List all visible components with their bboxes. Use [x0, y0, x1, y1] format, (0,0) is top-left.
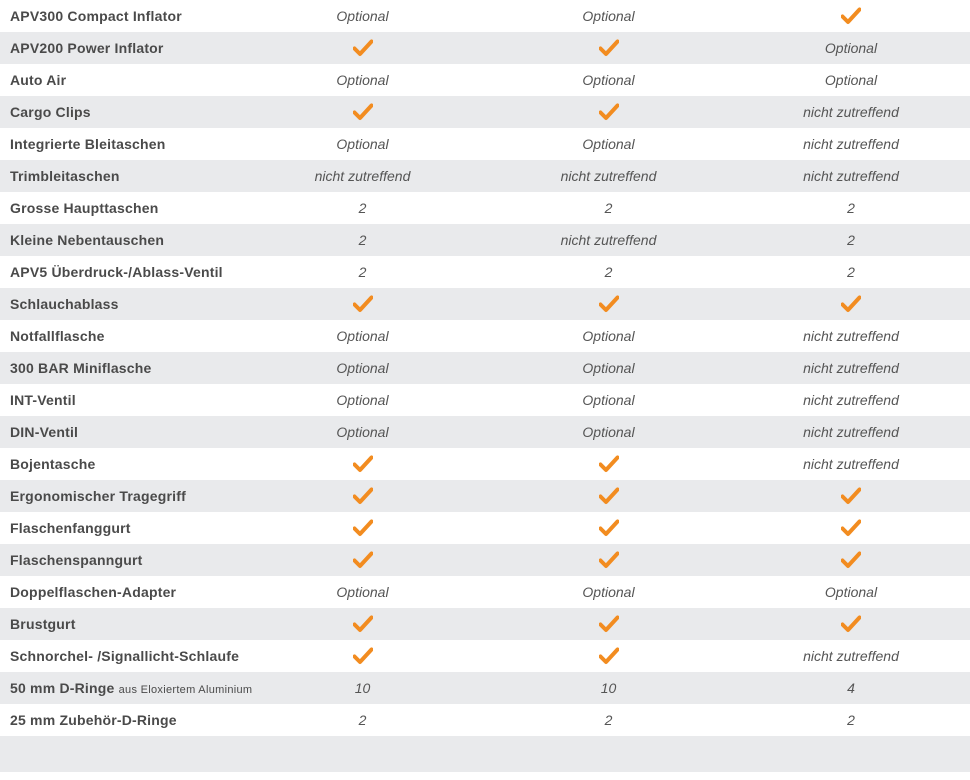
row-label-text: Grosse Haupttaschen: [10, 200, 159, 216]
check-icon: [485, 512, 732, 544]
row-label: [0, 104, 240, 120]
cell-value: 2: [358, 200, 367, 216]
check-icon: [732, 288, 970, 320]
row-label: [0, 520, 240, 536]
table-row: [0, 160, 970, 192]
table-row: [0, 128, 970, 160]
check-icon: [240, 544, 485, 576]
row-label-text: Doppelflaschen-Adapter: [10, 584, 177, 600]
row-label: [0, 40, 240, 56]
check-icon: [485, 544, 732, 576]
row-label: [0, 136, 240, 152]
check-icon: [485, 448, 732, 480]
check-icon: [732, 0, 970, 32]
cell-value: 2: [604, 264, 613, 280]
row-label: [0, 648, 240, 664]
table-row: [0, 224, 970, 256]
table-row: [0, 0, 970, 32]
cell-value: 2: [847, 264, 855, 280]
cell-value: nicht zutreffend: [803, 648, 899, 664]
row-label: [0, 712, 240, 728]
row-label-text: Trimbleitaschen: [10, 168, 120, 184]
row-label-text: Kleine Nebentauschen: [10, 232, 165, 248]
check-icon: [732, 480, 970, 512]
cell-value: 2: [358, 712, 367, 728]
check-icon: [485, 608, 732, 640]
cell-value: Optional: [336, 72, 389, 88]
check-icon: [240, 608, 485, 640]
table-row: [0, 512, 970, 544]
row-label-text: APV300 Compact Inflator: [10, 8, 182, 24]
table-row: [0, 352, 970, 384]
cell-value: Optional: [336, 8, 389, 24]
cell-value: 10: [600, 680, 617, 696]
row-label: [0, 296, 240, 312]
table-row: [0, 64, 970, 96]
cell-value: Optional: [582, 584, 635, 600]
table-row: [0, 256, 970, 288]
check-icon: [485, 640, 732, 672]
row-label: [0, 264, 240, 280]
cell-value: Optional: [336, 328, 389, 344]
cell-value: nicht zutreffend: [560, 232, 657, 248]
cell-value: Optional: [336, 424, 389, 440]
cell-value: Optional: [824, 72, 878, 88]
table-row: [0, 32, 970, 64]
check-icon: [485, 96, 732, 128]
cell-value: nicht zutreffend: [803, 360, 899, 376]
table-row: [0, 96, 970, 128]
row-label: [0, 456, 240, 472]
cell-value: Optional: [824, 40, 878, 56]
cell-value: nicht zutreffend: [803, 136, 899, 152]
check-icon: [485, 480, 732, 512]
row-label-text: Flaschenspanngurt: [10, 552, 143, 568]
cell-value: Optional: [336, 392, 389, 408]
table-row: [0, 320, 970, 352]
check-icon: [732, 608, 970, 640]
check-icon: [732, 544, 970, 576]
table-row: [0, 288, 970, 320]
table-row: [0, 448, 970, 480]
row-label: [0, 488, 240, 504]
row-label: [0, 328, 240, 344]
row-label-text: INT-Ventil: [10, 392, 76, 408]
row-label-text: Ergonomischer Tragegriff: [10, 488, 186, 504]
check-icon: [240, 32, 485, 64]
row-label: [0, 584, 240, 600]
row-label: [0, 72, 240, 88]
cell-value: 2: [847, 232, 855, 248]
row-label: [0, 360, 240, 376]
check-icon: [485, 288, 732, 320]
cell-value: Optional: [582, 8, 635, 24]
cell-value: Optional: [824, 584, 878, 600]
check-icon: [240, 640, 485, 672]
table-footer: [0, 736, 970, 772]
cell-value: 2: [847, 712, 855, 728]
check-icon: [240, 480, 485, 512]
table-row: [0, 704, 970, 736]
cell-value: Optional: [582, 328, 635, 344]
cell-value: Optional: [336, 136, 389, 152]
row-label: [0, 8, 240, 24]
cell-value: Optional: [582, 392, 635, 408]
cell-value: 2: [358, 264, 367, 280]
cell-value: nicht zutreffend: [560, 168, 657, 184]
row-label-text: 25 mm Zubehör-D-Ringe: [10, 712, 177, 728]
row-label-text: 50 mm D-Ringe: [10, 680, 115, 696]
row-label: [0, 424, 240, 440]
table-row: [0, 384, 970, 416]
cell-value: Optional: [582, 72, 635, 88]
cell-value: Optional: [336, 584, 389, 600]
row-label-text: Notfallflasche: [10, 328, 105, 344]
row-label-text: APV200 Power Inflator: [10, 40, 164, 56]
check-icon: [240, 512, 485, 544]
table-row: [0, 640, 970, 672]
row-label-text: Schnorchel- /Signallicht-Schlaufe: [10, 648, 240, 664]
cell-value: Optional: [582, 360, 635, 376]
cell-value: Optional: [582, 424, 635, 440]
cell-value: nicht zutreffend: [803, 328, 899, 344]
row-label: [0, 552, 240, 568]
row-label: [0, 616, 240, 632]
cell-value: nicht zutreffend: [803, 456, 899, 472]
check-icon: [240, 288, 485, 320]
cell-value: Optional: [582, 136, 635, 152]
row-label-text: Integrierte Bleitaschen: [10, 136, 166, 152]
cell-value: Optional: [336, 360, 389, 376]
cell-value: 2: [604, 712, 613, 728]
cell-value: nicht zutreffend: [803, 392, 899, 408]
row-label-text: Auto Air: [10, 72, 67, 88]
row-label-text: Brustgurt: [10, 616, 76, 632]
table-row: [0, 544, 970, 576]
row-label-text: Schlauchablass: [10, 296, 119, 312]
cell-value: nicht zutreffend: [803, 104, 899, 120]
table-row: [0, 672, 970, 704]
row-label: [0, 200, 240, 216]
row-label-text: DIN-Ventil: [10, 424, 79, 440]
row-label: [0, 392, 240, 408]
cell-value: 10: [354, 680, 371, 696]
cell-value: 2: [847, 200, 855, 216]
row-label-text: Flaschenfanggurt: [10, 520, 131, 536]
cell-value: 2: [604, 200, 613, 216]
row-label: [0, 680, 253, 696]
cell-value: 2: [358, 232, 367, 248]
row-label-text: Cargo Clips: [10, 104, 91, 120]
cell-value: 4: [847, 680, 855, 696]
row-label: [0, 232, 240, 248]
check-icon: [485, 32, 732, 64]
table-row: [0, 576, 970, 608]
row-label-note: aus Eloxiertem Aluminium: [118, 684, 253, 696]
table-row: [0, 192, 970, 224]
table-row: [0, 480, 970, 512]
row-label-text: Bojentasche: [10, 456, 96, 472]
check-icon: [240, 96, 485, 128]
cell-value: nicht zutreffend: [803, 424, 899, 440]
check-icon: [240, 448, 485, 480]
row-label-text: 300 BAR Miniflasche: [10, 360, 152, 376]
table-row: [0, 416, 970, 448]
row-label: [0, 168, 240, 184]
check-icon: [732, 512, 970, 544]
cell-value: nicht zutreffend: [803, 168, 899, 184]
table-row: [0, 608, 970, 640]
cell-value: nicht zutreffend: [314, 168, 411, 184]
row-label-text: APV5 Überdruck-/Ablass-Ventil: [10, 264, 223, 280]
